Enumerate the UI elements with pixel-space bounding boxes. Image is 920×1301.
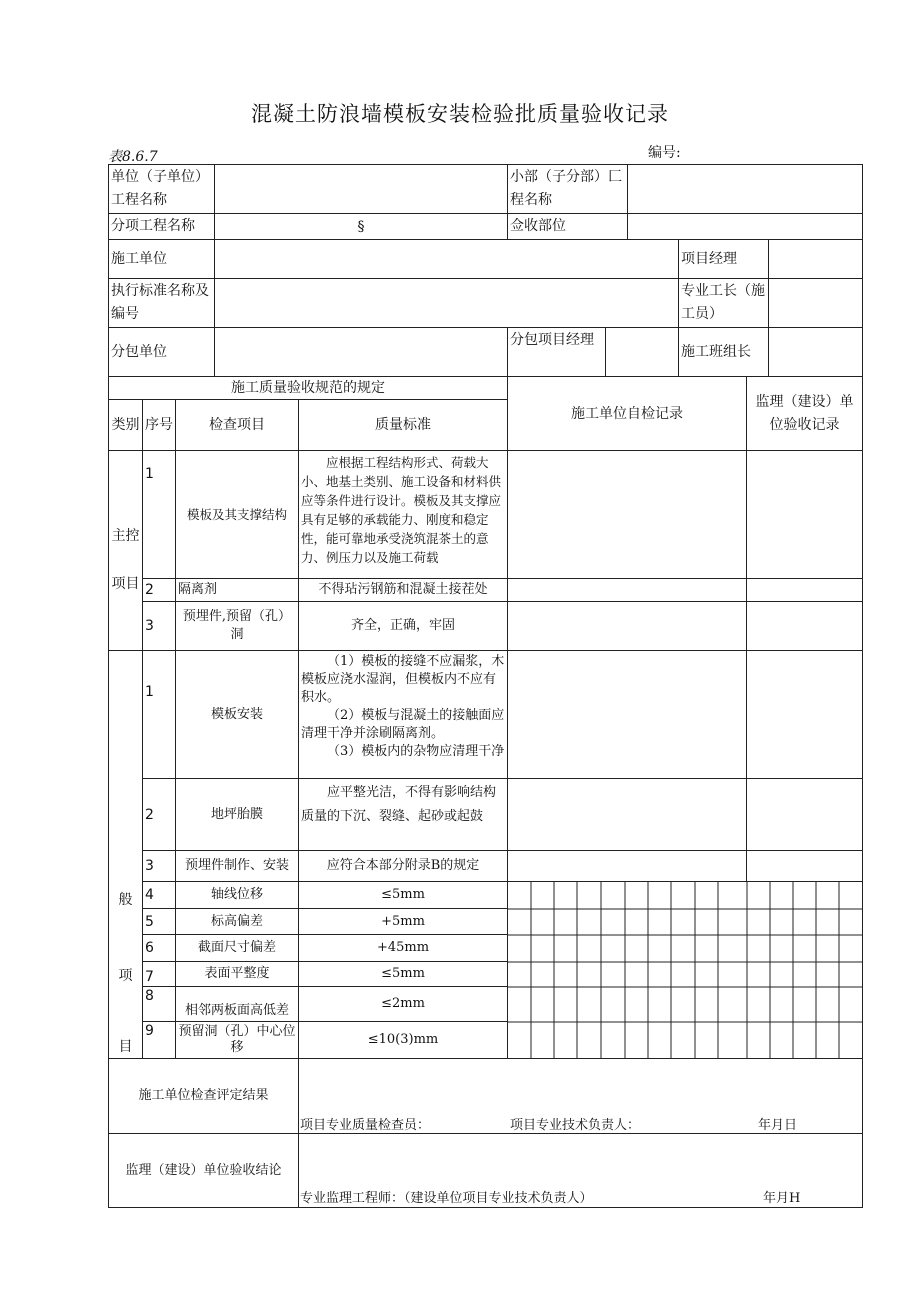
supervision-header: 监理（建设）单位验收记录	[746, 376, 863, 451]
acceptance-part-value[interactable]	[627, 213, 863, 240]
main-2-supervision[interactable]	[746, 578, 863, 602]
main-3-seq: 3	[142, 601, 176, 651]
seq-header: 序号	[142, 399, 176, 451]
gen-6-item: 截面尺寸偏差	[175, 934, 299, 962]
quality-inspector-label: 项目专业质量检查员：	[300, 1118, 431, 1133]
main-1-standard: 应根据工程结构形式、荷载大小、地基土类别、施工设备和材料供应等条件进行设计。模板及其支撑应具有足够的承载能力、刚度和稳定性，能可靠地承受浇筑混茶土的意力、例压力以及施工荷载	[298, 450, 508, 579]
construction-result-box[interactable]	[298, 1058, 863, 1134]
gen-5-standard: +5mm	[298, 908, 508, 935]
foreman-label: 专业工长（施工员）	[678, 278, 769, 328]
main-3-self-check[interactable]	[507, 601, 747, 651]
gen-1-seq: 1	[142, 650, 176, 779]
gen-3-supervision[interactable]	[746, 850, 863, 882]
supervision-result-box[interactable]	[298, 1133, 863, 1208]
table-number: 表8.6.7	[108, 149, 158, 165]
gen-5-seq: 5	[142, 908, 176, 935]
gen-2-item: 地坪胎膜	[175, 778, 299, 851]
gen-4-standard: ≤5mm	[298, 881, 508, 909]
category-header: 类别	[108, 399, 143, 451]
gen-3-item: 预埋件制作、安装	[175, 850, 299, 882]
gen-2-seq: 2	[142, 778, 176, 851]
main-2-self-check[interactable]	[507, 578, 747, 602]
gen-1-self-check[interactable]	[507, 650, 747, 779]
gen-4-seq: 4	[142, 881, 176, 909]
serial-number-label: 编号:	[648, 145, 681, 161]
gen-8-standard: ≤2mm	[298, 986, 508, 1022]
gen-3-seq: 3	[142, 850, 176, 882]
gen-2-self-check[interactable]	[507, 778, 747, 851]
measurement-grid[interactable]	[507, 881, 863, 1059]
general-category	[108, 650, 143, 1059]
construction-unit-value[interactable]	[214, 239, 679, 279]
team-leader-label: 施工班组长	[678, 327, 769, 377]
gen-9-standard: ≤10(3)mm	[298, 1021, 508, 1059]
main-1-supervision[interactable]	[746, 450, 863, 579]
page-title: 混凝土防浪墙模板安装检验批质量验收记录	[251, 102, 669, 126]
date-label-2: 年月H	[763, 1191, 801, 1206]
sub-item-label: 分项工程名称	[108, 213, 215, 240]
gen-9-seq: 9	[142, 1021, 176, 1059]
main-2-item: 隔离剂	[175, 578, 299, 602]
unit-project-label: 单位（子单位）工程名称	[108, 164, 215, 214]
subcontract-unit-label: 分包单位	[108, 327, 215, 377]
gen-8-item: 相邻两板面高低差	[175, 986, 299, 1022]
construction-result-label: 施工单位检查评定结果	[108, 1058, 299, 1134]
acceptance-part-label: 佥收部位	[507, 213, 628, 240]
construction-unit-label: 施工单位	[108, 239, 215, 279]
supervision-result-label: 监理（建设）单位验收结论	[108, 1133, 299, 1208]
project-manager-label: 项目经理	[678, 239, 769, 279]
supervision-engineer-label: 专业监理工程师：（建设单位项目专业技术负责人）	[300, 1191, 593, 1206]
gen-7-standard: ≤5mm	[298, 961, 508, 987]
gen-8-seq: 8	[142, 986, 176, 1022]
gen-6-seq: 6	[142, 934, 176, 962]
general-category-char-3: 目	[118, 1039, 133, 1055]
standard-label: 执行标准名称及编号	[108, 278, 215, 328]
sub-division-value[interactable]	[627, 164, 863, 214]
sub-item-value[interactable]: §	[214, 213, 508, 240]
gen-1-item: 模板安装	[175, 650, 299, 779]
gen-4-item: 轴线位移	[175, 881, 299, 909]
standard-value[interactable]	[214, 278, 679, 328]
gen-1-standard-line-3: （3）模板内的杂物应清理干净	[327, 744, 505, 759]
main-2-seq: 2	[142, 578, 176, 602]
general-category-char-1: 般	[118, 892, 133, 908]
gen-5-item: 标高偏差	[175, 908, 299, 935]
gen-1-standard	[298, 650, 508, 779]
main-1-item: 模板及其支撑结构	[175, 450, 299, 579]
main-2-standard: 不得玷污钢筋和混凝土接茬处	[298, 578, 508, 602]
gen-1-standard-line-2: （2）模板与混凝土的接触面应清理干净并涂刷隔离剂。	[301, 708, 505, 741]
foreman-value[interactable]	[768, 278, 863, 328]
unit-project-value[interactable]	[214, 164, 508, 214]
main-1-seq: 1	[142, 450, 176, 579]
subcontract-pm-value[interactable]	[605, 327, 679, 377]
quality-standard-header: 质量标准	[298, 399, 508, 451]
gen-2-standard: 应平整光洁，不得有影响结构质量的下沉、裂缝、起砂或起鼓	[298, 778, 508, 851]
main-control-category-line2: 项目	[111, 576, 140, 592]
date-label-1: 年月日	[758, 1118, 798, 1133]
gen-9-item: 预留洞（孔）中心位移	[175, 1021, 299, 1059]
tech-lead-label: 项目专业技术负责人：	[510, 1118, 641, 1133]
gen-7-item: 表面平整度	[175, 961, 299, 987]
main-3-supervision[interactable]	[746, 601, 863, 651]
gen-2-supervision[interactable]	[746, 778, 863, 851]
check-item-header: 检查项目	[175, 399, 299, 451]
self-check-header: 施工单位自检记录	[507, 376, 747, 451]
subcontract-pm-label: 分包项目经理	[507, 327, 606, 377]
gen-7-seq: 7	[142, 961, 176, 987]
sub-division-label: 小部（子分部）匚程名称	[507, 164, 628, 214]
measurement-grid-lines	[508, 882, 862, 1058]
main-control-category-line1: 主控	[111, 528, 140, 544]
subcontract-unit-value[interactable]	[214, 327, 508, 377]
gen-3-self-check[interactable]	[507, 850, 747, 882]
gen-1-supervision[interactable]	[746, 650, 863, 779]
general-category-char-2: 项	[118, 968, 133, 984]
gen-1-standard-line-1: （1）模板的接缝不应漏浆，木模板应浇水湿润，但模板内不应有积水。	[301, 654, 505, 705]
main-3-standard: 齐全，正确，牢固	[298, 601, 508, 651]
gen-6-standard: +45mm	[298, 934, 508, 962]
team-leader-value[interactable]	[768, 327, 863, 377]
main-1-self-check[interactable]	[507, 450, 747, 579]
main-control-category	[108, 450, 143, 651]
gen-3-standard: 应符合本部分附录B的规定	[298, 850, 508, 882]
main-3-item: 预埋件,预留（孔）洞	[175, 601, 299, 651]
project-manager-value[interactable]	[768, 239, 863, 279]
spec-header: 施工质量验收规范的规定	[108, 376, 508, 400]
